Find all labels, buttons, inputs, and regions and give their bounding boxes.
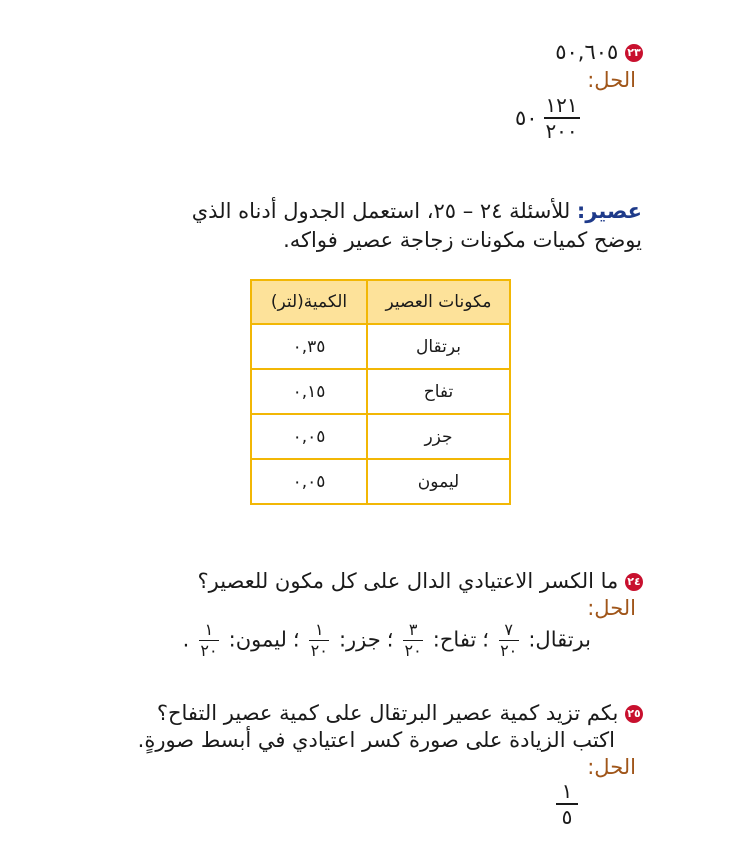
fraction (309, 621, 329, 660)
intro-line-1 (192, 199, 642, 223)
table-row (251, 324, 510, 369)
q23-fraction (544, 94, 580, 142)
q24-question: ما الكسر الاعتيادي الدال على كل مكون للعصير؟ (197, 569, 619, 593)
q24-answer-line (183, 621, 591, 660)
q24-number-badge: ٢٤ (625, 573, 643, 591)
intro-line-2: يوضح كميات مكونات زجاجة عصير فواكه. (283, 228, 642, 252)
table-row (251, 414, 510, 459)
separator: . (182, 627, 190, 652)
table-cell-amount: ٠,٠٥ (251, 459, 367, 504)
q25-question-line-2: اكتب الزيادة على صورة كسر اعتيادي في أبسط صورةٍ. (137, 728, 615, 752)
q25-solution-label: الحل: (587, 755, 636, 779)
table-cell-amount: ٠,٠٥ (251, 414, 367, 459)
q25-question-1: بكم تزيد كمية عصير البرتقال على كمية عصير التفاح؟ (156, 701, 619, 725)
fraction (499, 621, 519, 660)
separator: ؛ (386, 627, 394, 652)
q24-answer-orange (482, 621, 591, 660)
table-header-row (251, 280, 510, 324)
table-cell-item: برتقال (367, 324, 510, 369)
q23-whole-part: ٥٠ (515, 106, 538, 130)
intro-text-1: للأسئلة ٢٤ – ٢٥، استعمل الجدول أدناه الذي (191, 199, 571, 223)
q24-answer-lemon (183, 621, 287, 660)
table-header-ingredient: مكونات العصير (367, 280, 510, 324)
table-cell-amount: ٠,٣٥ (251, 324, 367, 369)
juice-table (250, 279, 511, 505)
q23-statement-line (555, 40, 643, 64)
denominator: ٢٠ (200, 641, 218, 660)
q23-denominator: ٢٠٠ (545, 119, 578, 143)
q25-number-badge: ٢٥ (625, 705, 643, 723)
q24-solution-label: الحل: (587, 596, 636, 620)
q23-statement: ٥٠,٦٠٥ (555, 40, 619, 64)
separator: ؛ (292, 627, 300, 652)
separator: ؛ (482, 627, 489, 652)
table-row (251, 369, 510, 414)
answer-name: ليمون: (228, 627, 287, 652)
q23-numerator: ١٢١ (545, 93, 578, 117)
q25-denominator: ٥ (561, 805, 573, 829)
intro-label: عصير: (576, 199, 642, 223)
q23-number-badge: ٢٣ (625, 44, 643, 62)
q23-answer (515, 94, 580, 142)
numerator: ١ (314, 620, 324, 639)
numerator: ٧ (504, 620, 513, 639)
numerator: ٣ (408, 620, 418, 639)
q25-question-line-1 (157, 701, 643, 725)
table-header-amount: الكمية(لتر) (251, 280, 367, 324)
fraction (199, 621, 219, 660)
table-cell-amount: ٠,١٥ (251, 369, 367, 414)
table-cell-item: ليمون (367, 459, 510, 504)
answer-name: تفاح: (432, 627, 477, 652)
answer-name: برتقال: (528, 627, 591, 652)
answer-name: جزر: (338, 627, 381, 652)
q24-answer-carrot (293, 621, 381, 660)
q25-answer-fraction (556, 780, 578, 828)
q25-numerator: ١ (561, 779, 573, 803)
q23-solution-label: الحل: (587, 68, 636, 92)
denominator: ٢٠ (500, 641, 518, 660)
fraction (403, 621, 423, 660)
table-row (251, 459, 510, 504)
denominator: ٢٠ (310, 641, 328, 660)
numerator: ١ (204, 620, 214, 639)
table-cell-item: تفاح (367, 369, 510, 414)
q24-question-line (197, 569, 643, 593)
denominator: ٢٠ (404, 641, 422, 660)
q24-answer-apple (387, 621, 477, 660)
table-cell-item: جزر (367, 414, 510, 459)
